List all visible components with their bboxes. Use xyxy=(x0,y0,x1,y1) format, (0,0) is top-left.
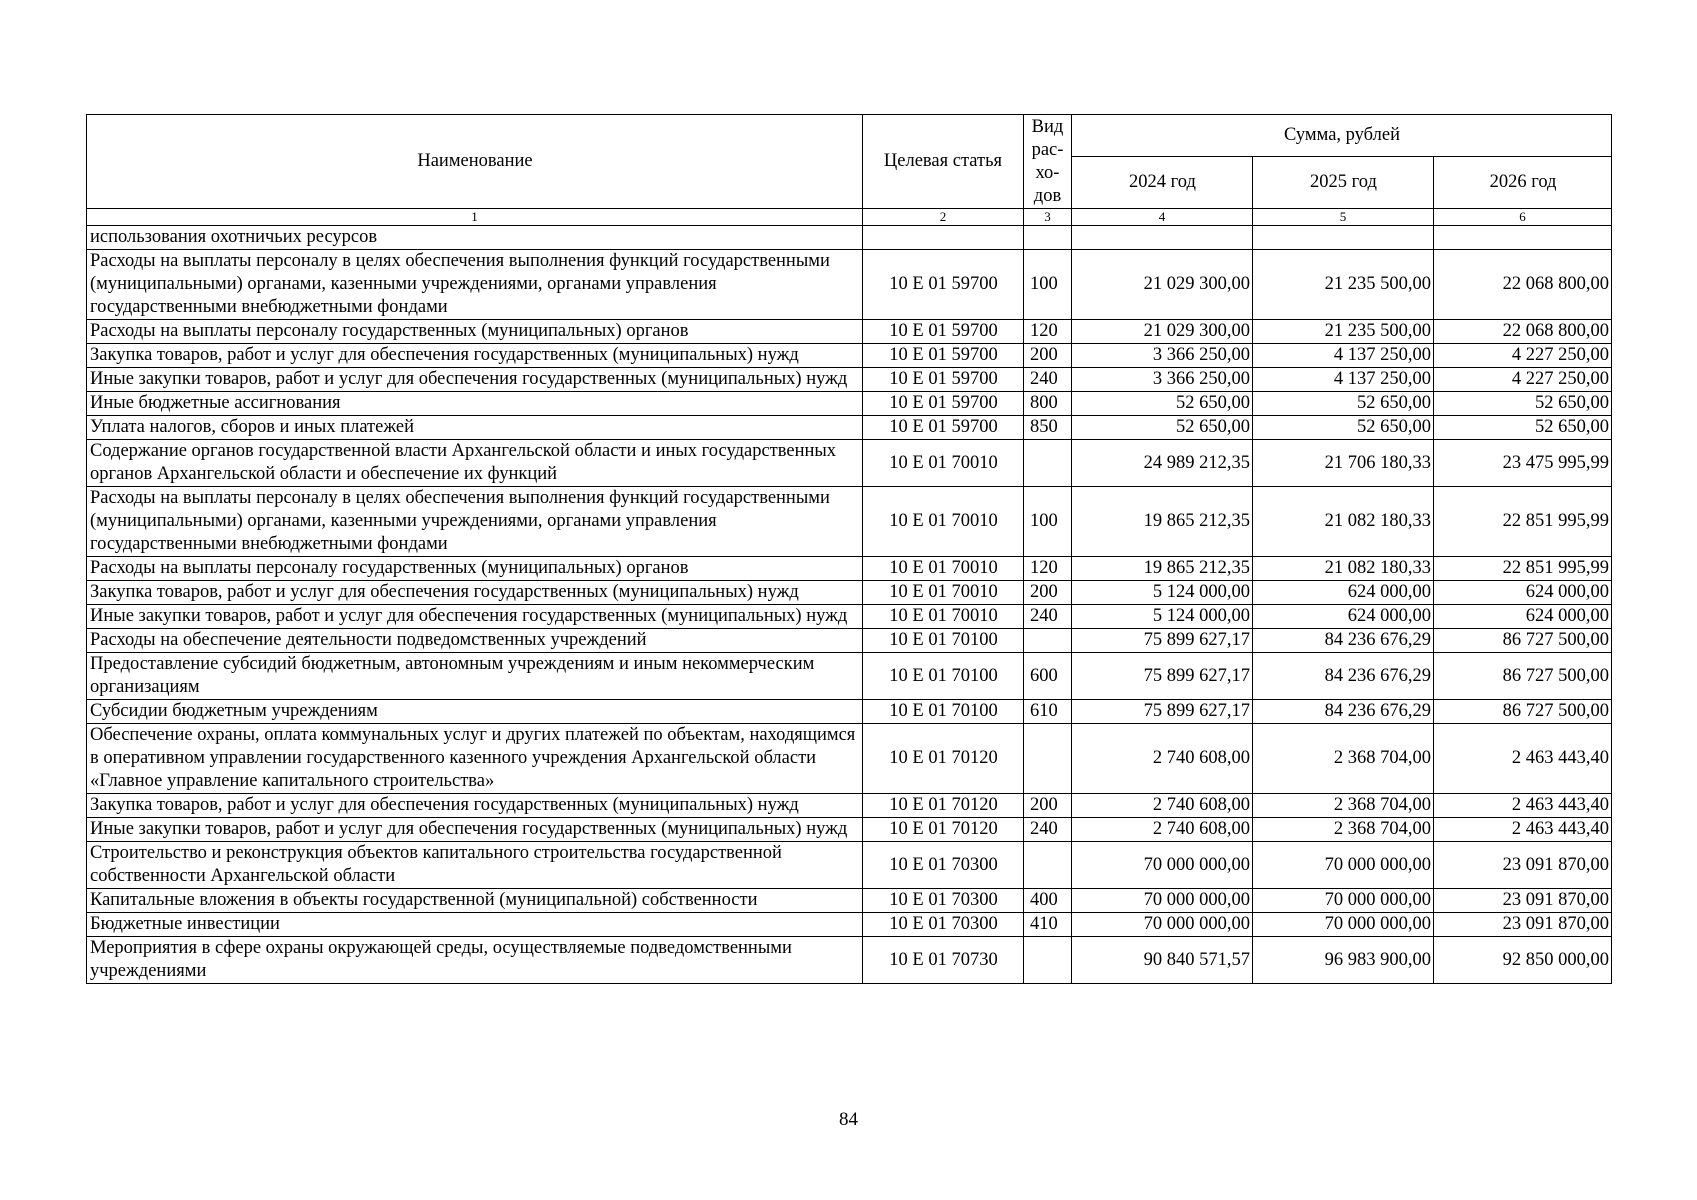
row-expense-type xyxy=(1024,629,1072,653)
row-expense-type: 100 xyxy=(1024,487,1072,557)
row-expense-type: 800 xyxy=(1024,392,1072,416)
row-sum-2025: 21 706 180,33 xyxy=(1253,440,1434,487)
table-row xyxy=(87,724,1612,794)
row-target-article xyxy=(863,226,1024,250)
row-sum-2025: 70 000 000,00 xyxy=(1253,842,1434,889)
row-expense-type xyxy=(1024,440,1072,487)
row-target-article: 10 Е 01 70010 xyxy=(863,581,1024,605)
row-sum-2026: 23 091 870,00 xyxy=(1434,842,1612,889)
column-number: 6 xyxy=(1434,209,1612,226)
row-sum-2026: 86 727 500,00 xyxy=(1434,700,1612,724)
table-row xyxy=(87,842,1612,889)
row-sum-2026 xyxy=(1434,226,1612,250)
row-name: использования охотничьих ресурсов xyxy=(87,226,863,250)
row-target-article: 10 Е 01 70100 xyxy=(863,629,1024,653)
table-row xyxy=(87,653,1612,700)
row-expense-type: 100 xyxy=(1024,250,1072,320)
row-sum-2024: 52 650,00 xyxy=(1072,416,1253,440)
row-name: Строительство и реконструкция объектов капитального строительства государственной собственности Архангельской области xyxy=(87,842,863,889)
row-sum-2026: 624 000,00 xyxy=(1434,581,1612,605)
row-name: Содержание органов государственной власти Архангельской области и иных государственных органов Архангельской области и обеспечение их функций xyxy=(87,440,863,487)
row-expense-type: 410 xyxy=(1024,913,1072,937)
row-target-article: 10 Е 01 59700 xyxy=(863,344,1024,368)
row-sum-2026: 23 091 870,00 xyxy=(1434,913,1612,937)
row-sum-2025: 52 650,00 xyxy=(1253,392,1434,416)
row-name: Бюджетные инвестиции xyxy=(87,913,863,937)
column-number: 4 xyxy=(1072,209,1253,226)
row-sum-2024: 70 000 000,00 xyxy=(1072,889,1253,913)
row-sum-2026: 86 727 500,00 xyxy=(1434,653,1612,700)
row-sum-2025: 2 368 704,00 xyxy=(1253,724,1434,794)
row-target-article: 10 Е 01 70010 xyxy=(863,557,1024,581)
row-expense-type: 200 xyxy=(1024,581,1072,605)
row-sum-2024: 75 899 627,17 xyxy=(1072,629,1253,653)
row-target-article: 10 Е 01 59700 xyxy=(863,416,1024,440)
table-row xyxy=(87,440,1612,487)
row-expense-type: 850 xyxy=(1024,416,1072,440)
row-name: Расходы на выплаты персоналу в целях обеспечения выполнения функций государственными (муниципальными) органами, казенными учреждениями, органами управления государственными внебюджетными фондами xyxy=(87,250,863,320)
row-expense-type: 200 xyxy=(1024,794,1072,818)
header-target-article: Целевая статья xyxy=(863,115,1024,209)
row-sum-2026: 2 463 443,40 xyxy=(1434,794,1612,818)
table-row xyxy=(87,889,1612,913)
row-target-article: 10 Е 01 70300 xyxy=(863,913,1024,937)
row-expense-type: 120 xyxy=(1024,320,1072,344)
row-name: Капитальные вложения в объекты государственной (муниципальной) собственности xyxy=(87,889,863,913)
row-name: Иные закупки товаров, работ и услуг для обеспечения государственных (муниципальных) нужд xyxy=(87,368,863,392)
row-name: Расходы на выплаты персоналу государственных (муниципальных) органов xyxy=(87,320,863,344)
row-name: Предоставление субсидий бюджетным, автономным учреждениям и иным некоммерческим организациям xyxy=(87,653,863,700)
row-target-article: 10 Е 01 70010 xyxy=(863,605,1024,629)
table-row xyxy=(87,250,1612,320)
row-sum-2024: 3 366 250,00 xyxy=(1072,344,1253,368)
row-sum-2024: 2 740 608,00 xyxy=(1072,794,1253,818)
row-target-article: 10 Е 01 70300 xyxy=(863,889,1024,913)
row-sum-2024: 21 029 300,00 xyxy=(1072,320,1253,344)
row-sum-2024: 52 650,00 xyxy=(1072,392,1253,416)
row-expense-type: 240 xyxy=(1024,605,1072,629)
row-sum-2025: 2 368 704,00 xyxy=(1253,794,1434,818)
row-sum-2026: 22 068 800,00 xyxy=(1434,320,1612,344)
column-number: 1 xyxy=(87,209,863,226)
row-target-article: 10 Е 01 59700 xyxy=(863,320,1024,344)
row-expense-type: 200 xyxy=(1024,344,1072,368)
row-target-article: 10 Е 01 70730 xyxy=(863,937,1024,984)
row-sum-2024: 2 740 608,00 xyxy=(1072,724,1253,794)
row-expense-type: 240 xyxy=(1024,818,1072,842)
row-sum-2024: 75 899 627,17 xyxy=(1072,700,1253,724)
table-row xyxy=(87,392,1612,416)
header-2026: 2026 год xyxy=(1434,157,1612,209)
row-sum-2025: 4 137 250,00 xyxy=(1253,368,1434,392)
row-target-article: 10 Е 01 70120 xyxy=(863,724,1024,794)
row-expense-type: 610 xyxy=(1024,700,1072,724)
row-sum-2024: 5 124 000,00 xyxy=(1072,581,1253,605)
row-sum-2024: 19 865 212,35 xyxy=(1072,557,1253,581)
row-target-article: 10 Е 01 70120 xyxy=(863,818,1024,842)
table-row xyxy=(87,700,1612,724)
table-row xyxy=(87,605,1612,629)
row-expense-type xyxy=(1024,937,1072,984)
row-target-article: 10 Е 01 59700 xyxy=(863,392,1024,416)
row-sum-2025: 624 000,00 xyxy=(1253,605,1434,629)
table-row xyxy=(87,557,1612,581)
budget-table xyxy=(86,114,1612,984)
table-row xyxy=(87,368,1612,392)
row-name: Закупка товаров, работ и услуг для обеспечения государственных (муниципальных) нужд xyxy=(87,794,863,818)
row-expense-type: 120 xyxy=(1024,557,1072,581)
row-sum-2025: 84 236 676,29 xyxy=(1253,653,1434,700)
row-sum-2024: 21 029 300,00 xyxy=(1072,250,1253,320)
row-sum-2025: 21 235 500,00 xyxy=(1253,320,1434,344)
row-name: Уплата налогов, сборов и иных платежей xyxy=(87,416,863,440)
row-sum-2024 xyxy=(1072,226,1253,250)
row-sum-2026: 22 851 995,99 xyxy=(1434,557,1612,581)
row-expense-type: 400 xyxy=(1024,889,1072,913)
row-expense-type xyxy=(1024,842,1072,889)
row-sum-2024: 3 366 250,00 xyxy=(1072,368,1253,392)
page-number: 84 xyxy=(839,1109,858,1130)
row-name: Закупка товаров, работ и услуг для обеспечения государственных (муниципальных) нужд xyxy=(87,344,863,368)
column-number: 2 xyxy=(863,209,1024,226)
table-row xyxy=(87,320,1612,344)
table-row xyxy=(87,629,1612,653)
row-sum-2026: 92 850 000,00 xyxy=(1434,937,1612,984)
row-name: Закупка товаров, работ и услуг для обеспечения государственных (муниципальных) нужд xyxy=(87,581,863,605)
row-sum-2026: 4 227 250,00 xyxy=(1434,368,1612,392)
row-target-article: 10 Е 01 70300 xyxy=(863,842,1024,889)
row-expense-type: 600 xyxy=(1024,653,1072,700)
row-sum-2025: 96 983 900,00 xyxy=(1253,937,1434,984)
table-row xyxy=(87,794,1612,818)
row-sum-2026: 22 851 995,99 xyxy=(1434,487,1612,557)
row-sum-2024: 2 740 608,00 xyxy=(1072,818,1253,842)
row-target-article: 10 Е 01 70100 xyxy=(863,653,1024,700)
table-row xyxy=(87,487,1612,557)
row-sum-2024: 70 000 000,00 xyxy=(1072,913,1253,937)
row-sum-2026: 22 068 800,00 xyxy=(1434,250,1612,320)
row-target-article: 10 Е 01 70120 xyxy=(863,794,1024,818)
row-sum-2025: 70 000 000,00 xyxy=(1253,889,1434,913)
table-row xyxy=(87,937,1612,984)
header-sum: Сумма, рублей xyxy=(1072,115,1612,157)
row-target-article: 10 Е 01 59700 xyxy=(863,250,1024,320)
row-target-article: 10 Е 01 70010 xyxy=(863,487,1024,557)
row-expense-type xyxy=(1024,724,1072,794)
row-sum-2025 xyxy=(1253,226,1434,250)
row-name: Расходы на выплаты персоналу государственных (муниципальных) органов xyxy=(87,557,863,581)
row-expense-type: 240 xyxy=(1024,368,1072,392)
row-sum-2025: 84 236 676,29 xyxy=(1253,629,1434,653)
row-name: Субсидии бюджетным учреждениям xyxy=(87,700,863,724)
row-sum-2025: 21 082 180,33 xyxy=(1253,557,1434,581)
row-name: Иные закупки товаров, работ и услуг для обеспечения государственных (муниципальных) нужд xyxy=(87,818,863,842)
row-sum-2026: 2 463 443,40 xyxy=(1434,818,1612,842)
row-sum-2026: 23 091 870,00 xyxy=(1434,889,1612,913)
row-target-article: 10 Е 01 70100 xyxy=(863,700,1024,724)
row-sum-2024: 19 865 212,35 xyxy=(1072,487,1253,557)
header-2024: 2024 год xyxy=(1072,157,1253,209)
row-sum-2024: 70 000 000,00 xyxy=(1072,842,1253,889)
column-number: 3 xyxy=(1024,209,1072,226)
row-name: Иные закупки товаров, работ и услуг для обеспечения государственных (муниципальных) нужд xyxy=(87,605,863,629)
header-expense-type: Вид рас- хо- дов xyxy=(1024,115,1072,209)
table-row xyxy=(87,416,1612,440)
header-name: Наименование xyxy=(87,115,863,209)
row-sum-2025: 2 368 704,00 xyxy=(1253,818,1434,842)
table-row xyxy=(87,226,1612,250)
row-sum-2026: 52 650,00 xyxy=(1434,416,1612,440)
row-sum-2026: 86 727 500,00 xyxy=(1434,629,1612,653)
row-sum-2025: 21 082 180,33 xyxy=(1253,487,1434,557)
header-2025: 2025 год xyxy=(1253,157,1434,209)
table-body xyxy=(87,226,1612,984)
row-sum-2026: 52 650,00 xyxy=(1434,392,1612,416)
row-sum-2025: 624 000,00 xyxy=(1253,581,1434,605)
column-number: 5 xyxy=(1253,209,1434,226)
row-name: Иные бюджетные ассигнования xyxy=(87,392,863,416)
row-expense-type xyxy=(1024,226,1072,250)
row-sum-2024: 24 989 212,35 xyxy=(1072,440,1253,487)
table-row xyxy=(87,818,1612,842)
row-name: Расходы на выплаты персоналу в целях обеспечения выполнения функций государственными (муниципальными) органами, казенными учреждениями, органами управления государственными внебюджетными фондами xyxy=(87,487,863,557)
row-sum-2024: 75 899 627,17 xyxy=(1072,653,1253,700)
row-sum-2025: 70 000 000,00 xyxy=(1253,913,1434,937)
column-number-row xyxy=(87,209,1612,226)
row-sum-2025: 4 137 250,00 xyxy=(1253,344,1434,368)
row-sum-2026: 624 000,00 xyxy=(1434,605,1612,629)
row-sum-2024: 90 840 571,57 xyxy=(1072,937,1253,984)
table-row xyxy=(87,581,1612,605)
row-name: Расходы на обеспечение деятельности подведомственных учреждений xyxy=(87,629,863,653)
row-target-article: 10 Е 01 70010 xyxy=(863,440,1024,487)
row-name: Обеспечение охраны, оплата коммунальных услуг и других платежей по объектам, находящимся в оперативном управлении государственного казенного учреждения Архангельской области «Главное управление капитального строительства» xyxy=(87,724,863,794)
row-sum-2025: 21 235 500,00 xyxy=(1253,250,1434,320)
row-target-article: 10 Е 01 59700 xyxy=(863,368,1024,392)
row-sum-2025: 84 236 676,29 xyxy=(1253,700,1434,724)
table-row xyxy=(87,913,1612,937)
table-row xyxy=(87,344,1612,368)
row-name: Мероприятия в сфере охраны окружающей среды, осуществляемые подведомственными учреждениями xyxy=(87,937,863,984)
row-sum-2026: 23 475 995,99 xyxy=(1434,440,1612,487)
row-sum-2026: 4 227 250,00 xyxy=(1434,344,1612,368)
row-sum-2024: 5 124 000,00 xyxy=(1072,605,1253,629)
row-sum-2026: 2 463 443,40 xyxy=(1434,724,1612,794)
row-sum-2025: 52 650,00 xyxy=(1253,416,1434,440)
table-header xyxy=(87,115,1612,226)
